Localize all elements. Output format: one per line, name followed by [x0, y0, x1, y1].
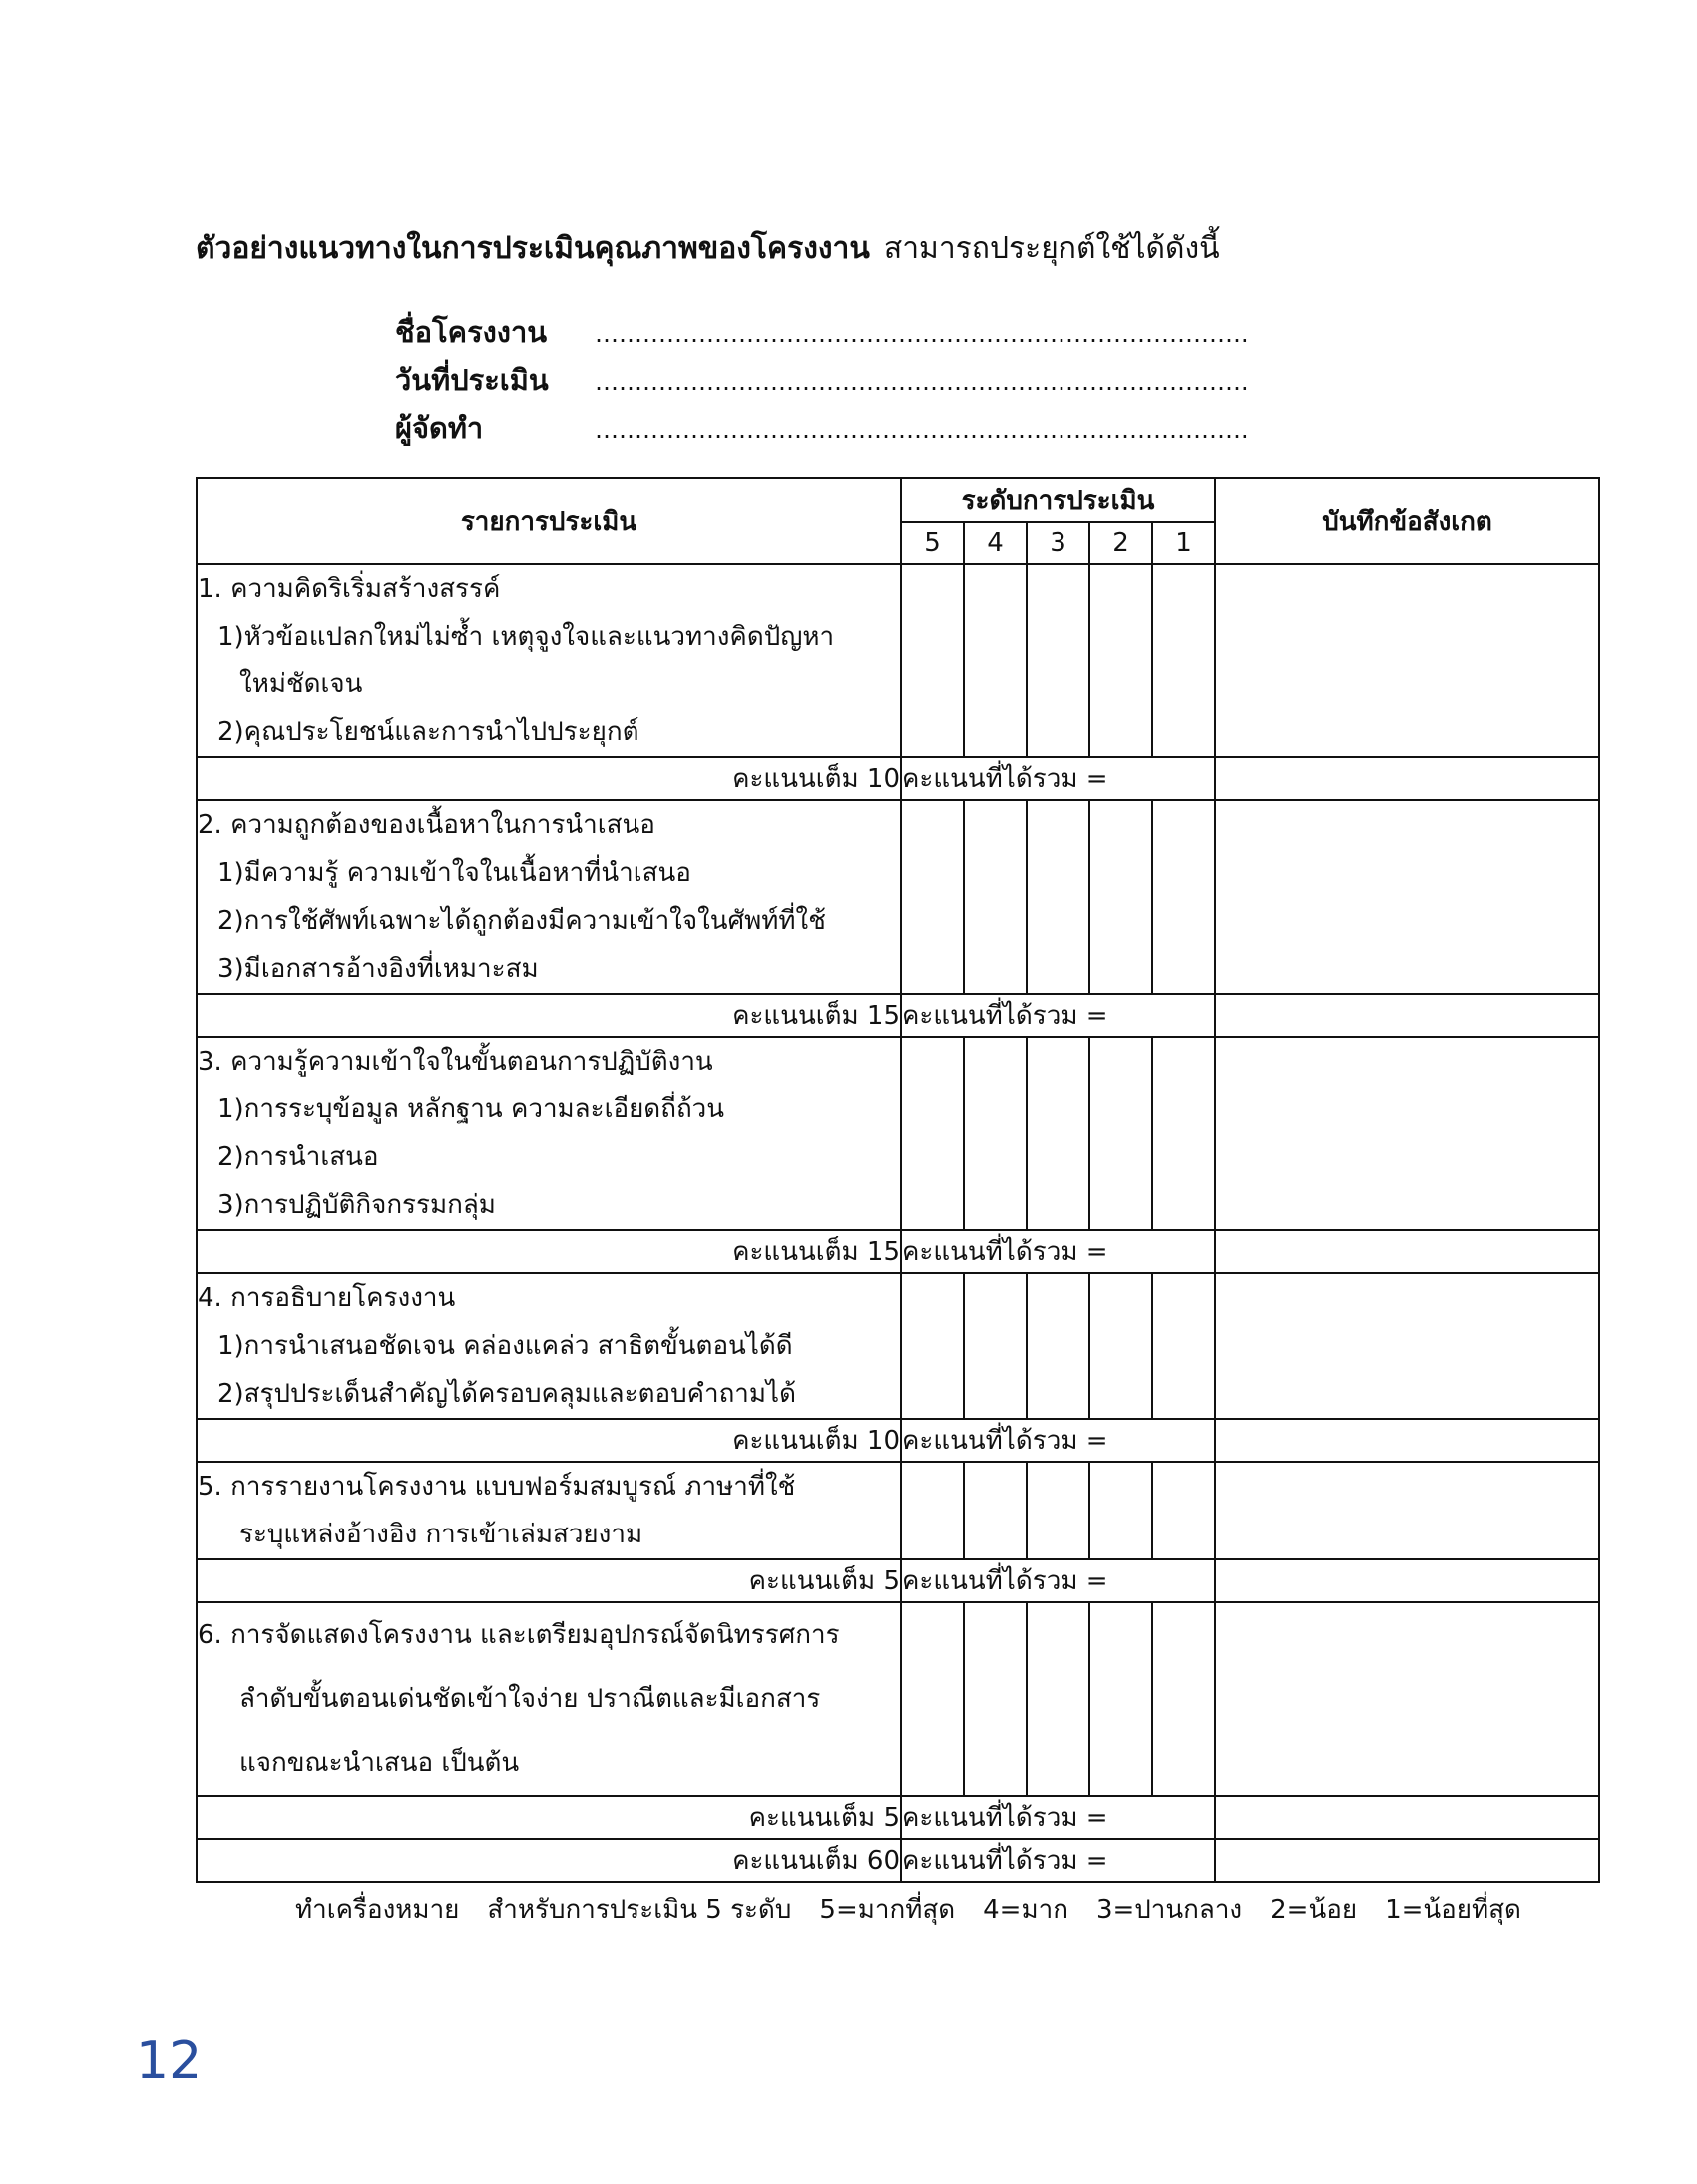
criterion-subitem: 2)การใช้ศัพท์เฉพาะได้ถูกต้องมีความเข้าใจในศัพท์ที่ใช้	[217, 906, 826, 936]
score-note-cell[interactable]	[1215, 1419, 1599, 1462]
criterion-subitem: 3)การปฏิบัติกิจกรรมกลุ่ม	[217, 1190, 496, 1220]
full-score-cell: คะแนนเต็ม 5	[197, 1559, 901, 1602]
level-checkbox-cell[interactable]	[964, 800, 1027, 994]
note-cell[interactable]	[1215, 1273, 1599, 1419]
level-checkbox-cell[interactable]	[1152, 564, 1215, 757]
note-cell[interactable]	[1215, 1462, 1599, 1559]
criterion-title: 3. ความรู้ความเข้าใจในขั้นตอนการปฏิบัติงาน	[198, 1047, 713, 1077]
full-score-cell: คะแนนเต็ม 60	[197, 1839, 901, 1882]
obtained-score-cell[interactable]: คะแนนที่ได้รวม =	[901, 757, 1215, 800]
level-checkbox-cell[interactable]	[964, 1037, 1027, 1230]
full-score-cell: คะแนนเต็ม 10	[197, 757, 901, 800]
full-score-cell: คะแนนเต็ม 15	[197, 1230, 901, 1273]
legend-item: 3=ปานกลาง	[1095, 1895, 1243, 1925]
score-row	[197, 1559, 1599, 1602]
note-cell[interactable]	[1215, 1037, 1599, 1230]
note-cell[interactable]	[1215, 1602, 1599, 1796]
level-header: 4	[964, 522, 1027, 564]
project-info-block	[395, 309, 1249, 453]
level-checkbox-cell[interactable]	[1089, 1037, 1152, 1230]
level-checkbox-cell[interactable]	[1152, 1037, 1215, 1230]
level-checkbox-cell[interactable]	[1152, 1462, 1215, 1559]
level-checkbox-cell[interactable]	[1089, 800, 1152, 994]
info-label: ชื่อโครงงาน	[395, 315, 548, 349]
evaluation-table	[196, 477, 1600, 1883]
full-score-cell: คะแนนเต็ม 10	[197, 1419, 901, 1462]
legend-item: 1=น้อยที่สุด	[1385, 1895, 1521, 1925]
obtained-score-cell[interactable]: คะแนนที่ได้รวม =	[901, 1839, 1215, 1882]
obtained-score-cell[interactable]: คะแนนที่ได้รวม =	[901, 1796, 1215, 1839]
header-criteria: รายการประเมิน	[197, 478, 901, 564]
info-row-project-name	[395, 309, 1249, 357]
criterion-cell	[197, 564, 901, 757]
score-row	[197, 1839, 1599, 1882]
score-note-cell[interactable]	[1215, 757, 1599, 800]
level-checkbox-cell[interactable]	[1027, 1602, 1089, 1796]
criterion-row	[197, 1273, 1599, 1419]
header-level: ระดับการประเมิน	[901, 478, 1215, 522]
legend	[295, 1889, 1549, 1930]
criterion-cell	[197, 1273, 901, 1419]
info-row-author	[395, 405, 1249, 453]
page-heading	[196, 225, 1220, 272]
score-row	[197, 757, 1599, 800]
criterion-title: 4. การอธิบายโครงงาน	[198, 1283, 456, 1313]
criterion-subitem: 1)มีความรู้ ความเข้าใจในเนื้อหาที่นำเสนอ	[217, 858, 691, 888]
level-checkbox-cell[interactable]	[1027, 564, 1089, 757]
full-score-cell: คะแนนเต็ม 5	[197, 1796, 901, 1839]
level-checkbox-cell[interactable]	[901, 1462, 964, 1559]
info-label: วันที่ประเมิน	[395, 363, 549, 397]
criterion-subitem: แจกขณะนำเสนอ เป็นต้น	[239, 1748, 520, 1778]
fill-in-line[interactable]: ……………………………………………………………………….	[595, 416, 1249, 444]
criterion-subitem: ใหม่ชัดเจน	[239, 669, 363, 699]
criterion-cell	[197, 1602, 901, 1796]
criterion-cell	[197, 800, 901, 994]
criterion-title: 2. ความถูกต้องของเนื้อหาในการนำเสนอ	[198, 810, 655, 840]
level-checkbox-cell[interactable]	[901, 1037, 964, 1230]
level-checkbox-cell[interactable]	[1089, 1462, 1152, 1559]
score-row	[197, 1230, 1599, 1273]
score-note-cell[interactable]	[1215, 1839, 1599, 1882]
score-row	[197, 1796, 1599, 1839]
level-header: 2	[1089, 522, 1152, 564]
page-number: 12	[136, 2031, 203, 2091]
level-checkbox-cell[interactable]	[964, 1273, 1027, 1419]
criterion-subitem: 1)การนำเสนอชัดเจน คล่องแคล่ว สาธิตขั้นตอนได้ดี	[217, 1331, 793, 1361]
note-cell[interactable]	[1215, 564, 1599, 757]
legend-item: 5=มากที่สุด	[819, 1895, 956, 1925]
fill-in-line[interactable]: ……………………………………………………………………….	[595, 320, 1249, 348]
criterion-title: 6. การจัดแสดงโครงงาน และเตรียมอุปกรณ์จัดนิทรรศการ	[198, 1620, 840, 1650]
level-checkbox-cell[interactable]	[1089, 564, 1152, 757]
criterion-subitem: ลำดับขั้นตอนเด่นชัดเข้าใจง่าย ปราณีตและมีเอกสาร	[239, 1684, 821, 1714]
obtained-score-cell[interactable]: คะแนนที่ได้รวม =	[901, 1559, 1215, 1602]
level-checkbox-cell[interactable]	[1027, 1273, 1089, 1419]
criterion-subitem: 2)การนำเสนอ	[217, 1142, 379, 1172]
obtained-score-cell[interactable]: คะแนนที่ได้รวม =	[901, 1230, 1215, 1273]
heading-bold: ตัวอย่างแนวทางในการประเมินคุณภาพของโครงงาน	[196, 231, 870, 266]
level-checkbox-cell[interactable]	[1152, 800, 1215, 994]
criterion-subitem: 1)การระบุข้อมูล หลักฐาน ความละเอียดถี่ถ้วน	[217, 1094, 725, 1124]
level-checkbox-cell[interactable]	[901, 800, 964, 994]
criterion-subitem: ระบุแหล่งอ้างอิง การเข้าเล่มสวยงาม	[239, 1520, 643, 1549]
score-note-cell[interactable]	[1215, 994, 1599, 1037]
level-checkbox-cell[interactable]	[901, 1273, 964, 1419]
criterion-subitem: 3)มีเอกสารอ้างอิงที่เหมาะสม	[217, 954, 539, 984]
criterion-cell	[197, 1037, 901, 1230]
score-note-cell[interactable]	[1215, 1230, 1599, 1273]
criterion-row	[197, 800, 1599, 994]
level-checkbox-cell[interactable]	[1152, 1273, 1215, 1419]
score-note-cell[interactable]	[1215, 1796, 1599, 1839]
score-row	[197, 1419, 1599, 1462]
level-header: 1	[1152, 522, 1215, 564]
obtained-score-cell[interactable]: คะแนนที่ได้รวม =	[901, 1419, 1215, 1462]
criterion-subitem: 1)หัวข้อแปลกใหม่ไม่ซ้ำ เหตุจูงใจและแนวทางคิดปัญหา	[217, 622, 835, 652]
level-checkbox-cell[interactable]	[1089, 1273, 1152, 1419]
legend-desc: สำหรับการประเมิน 5 ระดับ	[487, 1895, 792, 1925]
note-cell[interactable]	[1215, 800, 1599, 994]
level-header: 3	[1027, 522, 1089, 564]
level-checkbox-cell[interactable]	[901, 564, 964, 757]
criterion-row	[197, 1462, 1599, 1559]
criterion-row	[197, 564, 1599, 757]
criterion-row	[197, 1037, 1599, 1230]
level-checkbox-cell[interactable]	[1152, 1602, 1215, 1796]
criterion-subitem: 2)สรุปประเด็นสำคัญได้ครอบคลุมและตอบคำถามได้	[217, 1379, 797, 1409]
score-note-cell[interactable]	[1215, 1559, 1599, 1602]
level-checkbox-cell[interactable]	[964, 1462, 1027, 1559]
level-checkbox-cell[interactable]	[1027, 800, 1089, 994]
level-checkbox-cell[interactable]	[1027, 1462, 1089, 1559]
info-row-eval-date	[395, 357, 1249, 405]
level-checkbox-cell[interactable]	[1027, 1037, 1089, 1230]
heading-rest: สามารถประยุกต์ใช้ได้ดังนี้	[883, 231, 1220, 266]
criterion-title: 5. การรายงานโครงงาน แบบฟอร์มสมบูรณ์ ภาษาที่ใช้	[198, 1472, 796, 1502]
level-checkbox-cell[interactable]	[964, 1602, 1027, 1796]
level-checkbox-cell[interactable]	[964, 564, 1027, 757]
fill-in-line[interactable]: ……………………………………………………………………….	[595, 368, 1249, 396]
obtained-score-cell[interactable]: คะแนนที่ได้รวม =	[901, 994, 1215, 1037]
criterion-title: 1. ความคิดริเริ่มสร้างสรรค์	[198, 574, 501, 604]
score-row	[197, 994, 1599, 1037]
criterion-subitem: 2)คุณประโยชน์และการนำไปประยุกต์	[217, 717, 639, 747]
criterion-cell	[197, 1462, 901, 1559]
legend-prefix: ทำเครื่องหมาย	[295, 1895, 460, 1925]
info-label: ผู้จัดทำ	[395, 411, 484, 445]
legend-item: 4=มาก	[983, 1895, 1068, 1925]
level-header: 5	[901, 522, 964, 564]
legend-item: 2=น้อย	[1270, 1895, 1358, 1925]
full-score-cell: คะแนนเต็ม 15	[197, 994, 901, 1037]
criterion-row	[197, 1602, 1599, 1796]
level-checkbox-cell[interactable]	[901, 1602, 964, 1796]
header-notes: บันทึกข้อสังเกต	[1215, 478, 1599, 564]
level-checkbox-cell[interactable]	[1089, 1602, 1152, 1796]
